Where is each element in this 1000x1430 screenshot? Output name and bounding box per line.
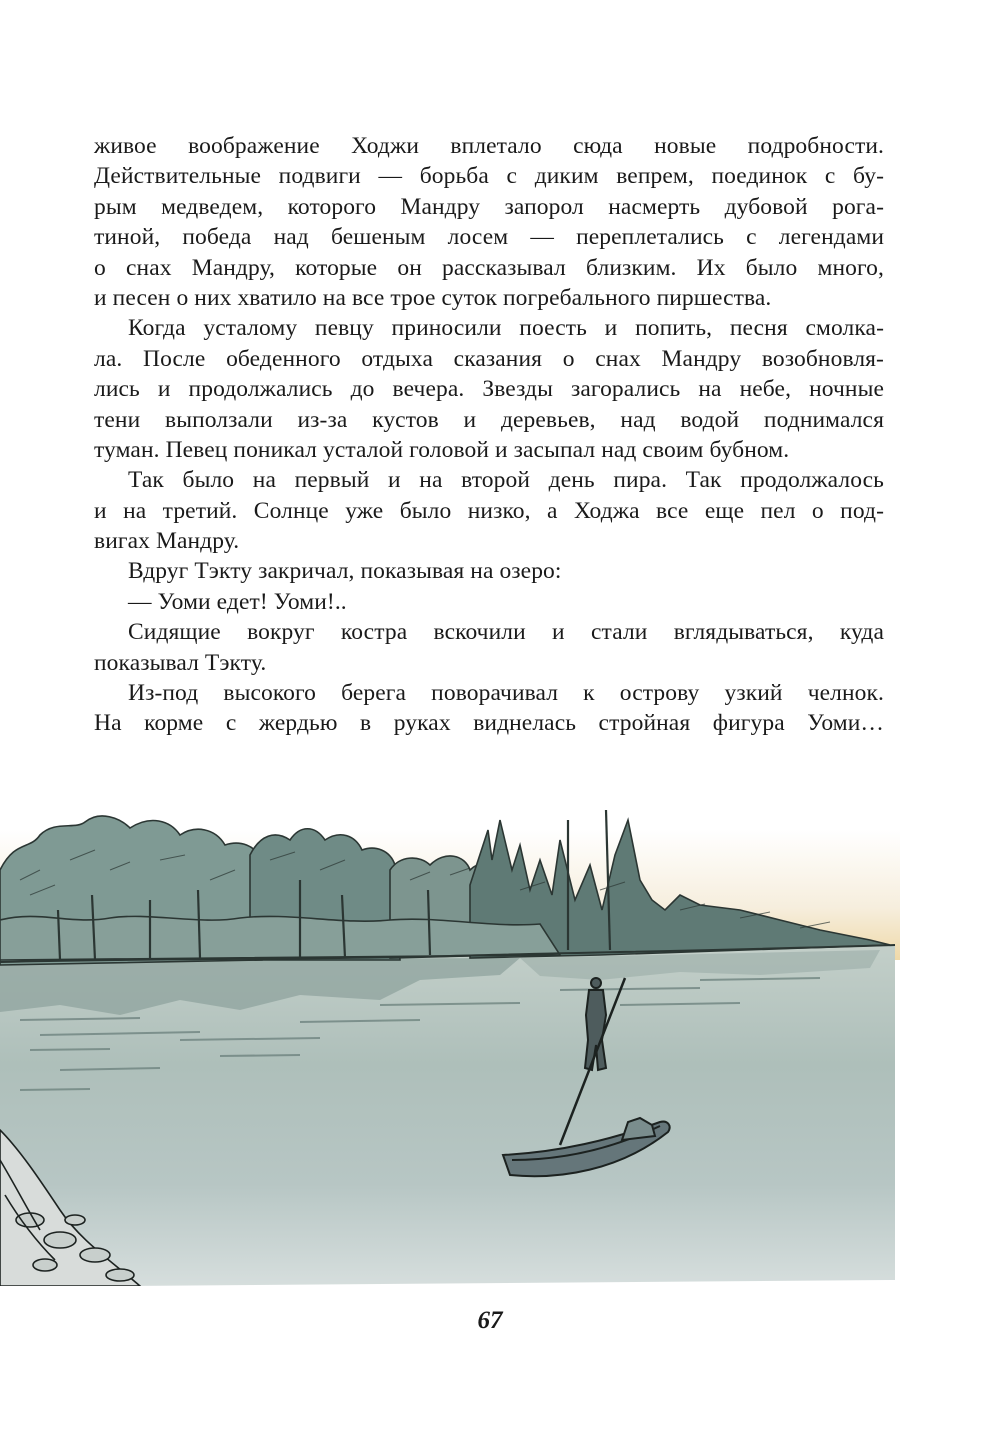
body-text: [94, 131, 884, 739]
text-line: — Уоми едет! Уоми!..: [128, 588, 347, 615]
text-line: Когда усталому певцу приносили поесть и попить, песня смолка-: [128, 315, 884, 342]
text-line: Так было на первый и на второй день пира. Так продолжалось: [128, 467, 884, 494]
text-line: показывал Тэкту.: [94, 649, 267, 676]
text-line: туман. Певец поникал усталой головой и засыпал над своим бубном.: [94, 436, 790, 463]
text-line: На корме с жердью в руках виднелась стройная фигура Уоми…: [94, 710, 884, 737]
text-line: Из-под высокого берега поворачивал к острову узкий челнок.: [128, 680, 884, 707]
text-line: живое воображение Ходжи вплетало сюда новые подробности.: [94, 133, 884, 159]
lake-illustration: [0, 800, 900, 1286]
page-number: 67: [477, 1307, 503, 1334]
text-line: тени выползали из-за кустов и деревьев, над водой поднимался: [94, 406, 884, 433]
text-line: и песен о них хватило на все трое суток погребального пиршества.: [94, 284, 772, 311]
text-line: Действительные подвиги — борьба с диким вепрем, поединок с бу-: [94, 163, 884, 190]
text-line: тиной, победа над бешеным лосем — переплетались с легендами: [94, 224, 884, 251]
text-line: и на третий. Солнце уже было низко, а Ходжа все еще пел о под-: [94, 497, 884, 524]
text-line: вигах Мандру.: [94, 528, 240, 555]
text-line: Вдруг Тэкту закричал, показывая на озеро:: [128, 558, 562, 585]
text-line: рым медведем, которого Мандру запорол насмерть дубовой рога-: [94, 193, 884, 220]
text-line: о снах Мандру, которые он рассказывал близким. Их было много,: [94, 254, 884, 281]
text-line: лись и продолжались до вечера. Звезды загорались на небе, ночные: [94, 376, 884, 403]
text-line: Сидящие вокруг костра вскочили и стали вглядываться, куда: [128, 619, 884, 646]
text-line: ла. После обеденного отдыха сказания о снах Мандру возобновля-: [94, 345, 884, 372]
